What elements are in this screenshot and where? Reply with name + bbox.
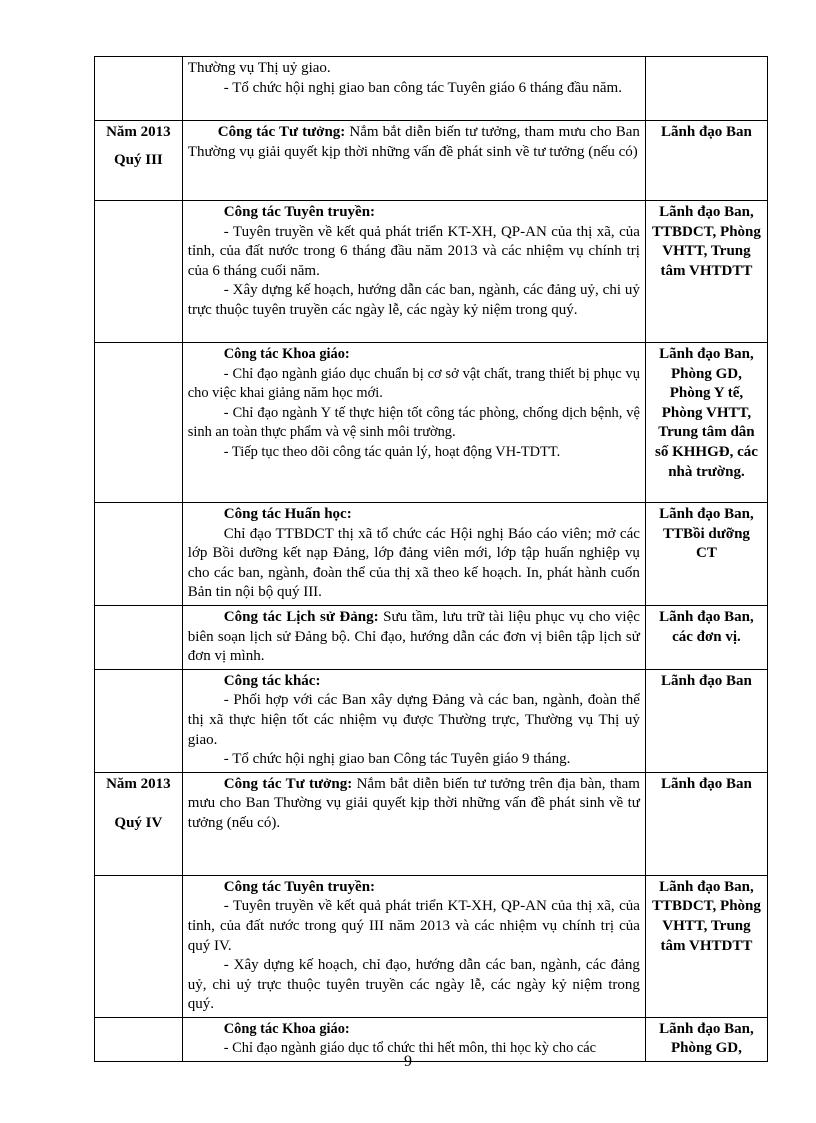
table-row: [95, 57, 768, 121]
table-row: [95, 503, 768, 606]
content-line: - Phối hợp với các Ban xây dựng Đảng và các ban, ngành, đoàn thể thị xã thực hiện tốt các nhiệm vụ được Thường trực, Thường vụ Thị uỷ giao.: [187, 692, 640, 748]
content-line: Chỉ đạo TTBDCT thị xã tổ chức các Hội nghị Báo cáo viên; mở các lớp Bồi dưỡng kết nạp Đảng, lớp đảng viên mới, lớp tập huấn nghiệp vụ cho các ban, ngành, đoàn thể của thị xã theo kế hoạch. In, phát hành cuốn Bản tin nội bộ quý III.: [187, 525, 640, 601]
period-cell: [95, 343, 183, 503]
content-cell: [182, 669, 645, 772]
content-line: - Tiếp tục theo dõi công tác quản lý, hoạt động VH-TDTT.: [223, 443, 561, 460]
period-cell: [95, 875, 183, 1017]
responsible-cell: Lãnh đạo Ban, TTBDCT, Phòng VHTT, Trung tâm VHTDTT: [645, 201, 767, 343]
responsible-cell: Lãnh đạo Ban: [645, 669, 767, 772]
period-cell: [95, 605, 183, 669]
content-cell: [182, 772, 645, 875]
period-cell: [95, 201, 183, 343]
section-heading: Công tác khác:: [223, 672, 321, 689]
content-cell: [182, 201, 645, 343]
content-line: - Tổ chức hội nghị giao ban Công tác Tuyên giáo 9 tháng.: [223, 751, 571, 768]
table-row: [95, 772, 768, 875]
table-row: [95, 121, 768, 201]
table-row: [95, 343, 768, 503]
period-cell: [95, 772, 183, 875]
table-row: [95, 201, 768, 343]
responsible-cell: Lãnh đạo Ban: [645, 772, 767, 875]
responsible-cell: Lãnh đạo Ban, TTBồi dưỡng CT: [645, 503, 767, 606]
content-line: [188, 123, 640, 162]
period-cell: [95, 121, 183, 201]
content-line: - Chỉ đạo ngành Y tế thực hiện tốt công tác phòng, chống dịch bệnh, vệ sinh an toàn thực phẩm và vệ sinh môi trường.: [187, 404, 640, 441]
table-row: [95, 875, 768, 1017]
content-line: Thường vụ Thị uỷ giao.: [187, 60, 331, 76]
content-line: - Tuyên truyền về kết quả phát triển KT-XH, QP-AN của thị xã, của tỉnh, của đất nước trong quý III năm 2013 và các nhiệm vụ chính trị của quý IV.: [187, 898, 640, 954]
page-number: 9: [404, 1053, 412, 1070]
content-line: - Chỉ đạo ngành giáo dục chuẩn bị cơ sở vật chất, trang thiết bị phục vụ cho việc khai giảng năm học mới.: [187, 365, 640, 402]
responsible-cell: Lãnh đạo Ban, TTBDCT, Phòng VHTT, Trung tâm VHTDTT: [645, 875, 767, 1017]
period-year: Năm 2013: [106, 775, 171, 792]
section-heading: Công tác Lịch sử Đảng:: [223, 608, 379, 625]
period-year: Năm 2013: [106, 124, 171, 140]
responsible-cell: Lãnh đạo Ban, Phòng GD,: [645, 1017, 767, 1061]
period-quarter: Quý III: [114, 151, 163, 168]
content-line: [188, 775, 640, 834]
content-cell: [182, 121, 645, 201]
section-heading: Công tác Tuyên truyền:: [223, 204, 376, 220]
content-line: - Tuyên truyền về kết quả phát triển KT-XH, QP-AN của thị xã, của tỉnh, của đất nước trong 6 tháng đầu năm 2013 và các nhiệm vụ chính trị của 6 tháng cuối năm.: [187, 223, 640, 279]
content-text: Nắm bắt diễn biến tư tưởng, tham mưu cho Ban Thường vụ giải quyết kịp thời những vấn đề phát sinh về tư tưởng (nếu có): [187, 124, 640, 160]
content-cell: [182, 605, 645, 669]
content-line: - Chỉ đạo ngành giáo dục tổ chức thi hết môn, thi học kỳ cho các: [223, 1040, 597, 1057]
content-cell: [182, 503, 645, 606]
content-cell: [182, 343, 645, 503]
content-text: Sưu tầm, lưu trữ tài liệu phục vụ cho việc biên soạn lịch sử Đảng bộ. Chỉ đạo, hướng dẫn các đơn vị biên tập lịch sử đơn vị mình.: [187, 608, 640, 665]
responsible-cell: [645, 57, 767, 121]
section-heading: Công tác Tuyên truyền:: [223, 878, 376, 895]
table-row: [95, 669, 768, 772]
period-quarter: Quý IV: [114, 815, 163, 832]
table-row: [95, 605, 768, 669]
section-heading: Công tác Tư tưởng:: [217, 124, 346, 140]
work-plan-table: [94, 56, 768, 1062]
section-heading: Công tác Khoa giáo:: [223, 346, 350, 362]
plan-table-page: [94, 56, 768, 1062]
responsible-cell: Lãnh đạo Ban, các đơn vị.: [645, 605, 767, 669]
content-line: - Tổ chức hội nghị giao ban công tác Tuyên giáo 6 tháng đầu năm.: [223, 79, 622, 96]
period-cell: [95, 669, 183, 772]
content-cell: [182, 875, 645, 1017]
content-line: [188, 608, 640, 667]
section-heading: Công tác Khoa giáo:: [223, 1020, 350, 1037]
section-heading: Công tác Huấn học:: [223, 506, 352, 522]
content-line: - Xây dựng kế hoạch, chỉ đạo, hướng dẫn các ban, ngành, các đảng uỷ, chi uỷ trực thuộc tuyên truyền các ngày lễ, các ngày kỷ niệm trong quý.: [187, 957, 640, 1013]
content-text: Nắm bắt diễn biến tư tưởng trên địa bàn, tham mưu cho Ban Thường vụ giải quyết kịp thời những vấn đề phát sinh về tư tưởng (nếu có).: [187, 775, 640, 831]
period-cell: [95, 57, 183, 121]
content-line: - Xây dựng kế hoạch, hướng dẫn các ban, ngành, các đảng uỷ, chi uỷ trực thuộc tuyên truyền các ngày lễ, các ngày kỷ niệm trong quý.: [187, 282, 640, 318]
content-cell: [182, 57, 645, 121]
responsible-cell: Lãnh đạo Ban, Phòng GD, Phòng Y tế, Phòng VHTT, Trung tâm dân số KHHGĐ, các nhà trường.: [645, 343, 767, 503]
section-heading: Công tác Tư tưởng:: [223, 775, 353, 792]
period-cell: [95, 503, 183, 606]
responsible-cell: Lãnh đạo Ban: [645, 121, 767, 201]
